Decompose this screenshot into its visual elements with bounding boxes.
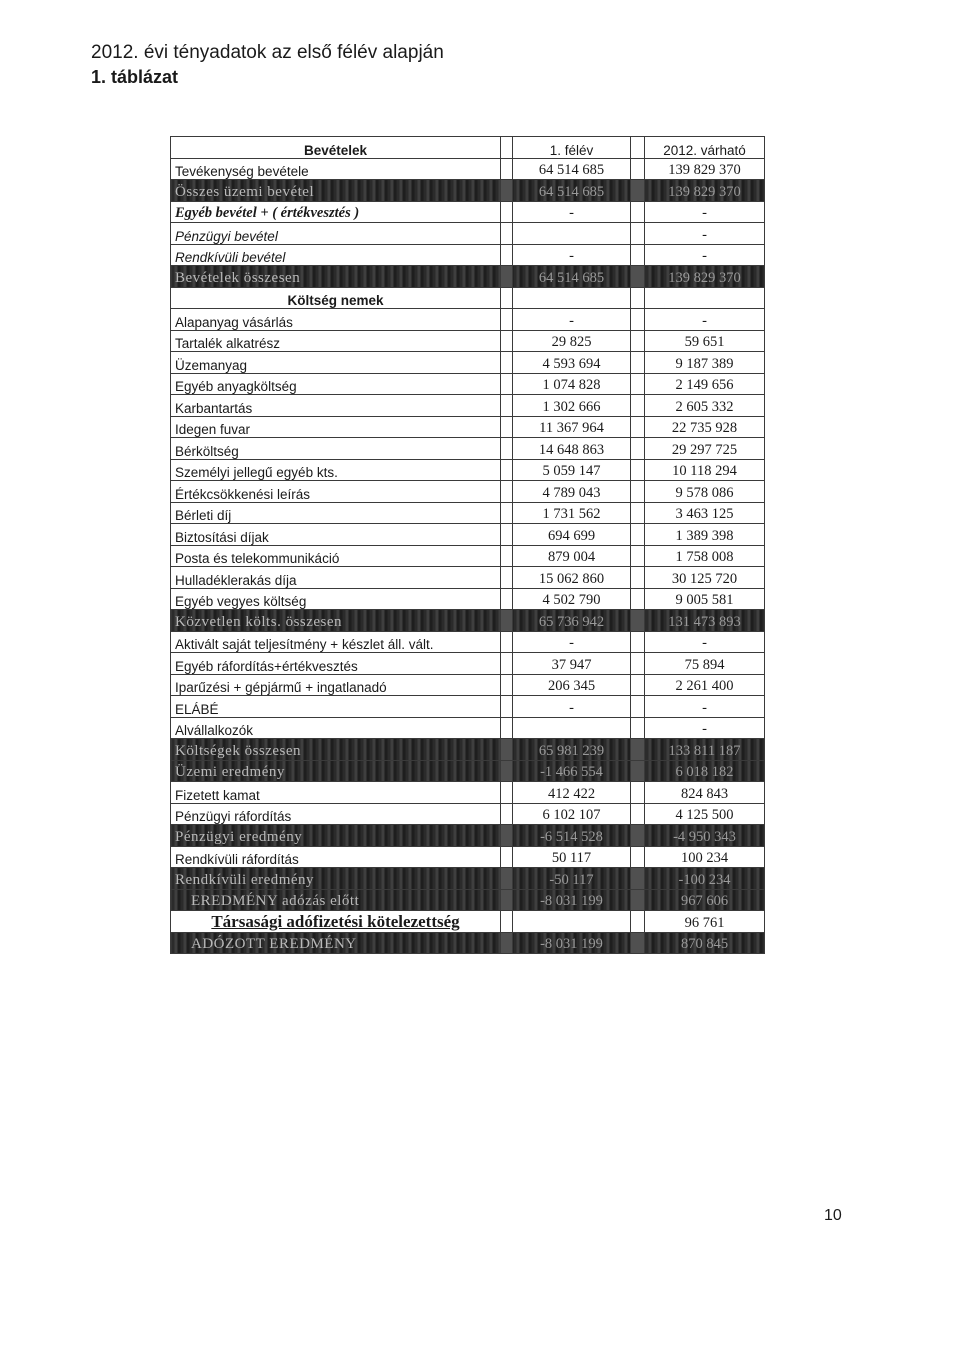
column-spacer: [631, 610, 645, 632]
column-spacer: [501, 158, 513, 180]
expected-2012-value: 2 605 332: [645, 395, 765, 417]
expected-2012-value: 1 758 008: [645, 545, 765, 567]
row-label: Idegen fuvar: [171, 416, 501, 438]
expected-2012-value: 131 473 893: [645, 610, 765, 632]
column-spacer: [631, 309, 645, 331]
column-spacer: [631, 674, 645, 696]
expected-2012-value: -4 950 343: [645, 825, 765, 847]
table-row: [171, 352, 765, 374]
page-number: 10: [824, 1207, 842, 1224]
column-spacer: [501, 352, 513, 374]
expected-2012-value: 133 811 187: [645, 739, 765, 761]
row-label: Egyéb bevétel + ( értékvesztés ): [171, 201, 501, 223]
row-label: Összes üzemi bevétel: [171, 180, 501, 202]
table-row: [171, 287, 765, 309]
row-label: Egyéb ráfordítás+értékvesztés: [171, 653, 501, 675]
column-spacer: [631, 395, 645, 417]
expected-2012-value: 29 297 725: [645, 438, 765, 460]
column-spacer: [631, 803, 645, 825]
expected-2012-value: 10 118 294: [645, 459, 765, 481]
table-row: [171, 309, 765, 331]
column-spacer: [631, 567, 645, 589]
table-row: [171, 932, 765, 954]
column-spacer: [501, 137, 513, 159]
row-label: Tevékenység bevétele: [171, 158, 501, 180]
table-row: [171, 438, 765, 460]
first-half-value: 14 648 863: [513, 438, 631, 460]
expected-2012-value: 9 187 389: [645, 352, 765, 374]
table-row: [171, 868, 765, 890]
column-spacer: [631, 760, 645, 782]
column-spacer: [501, 223, 513, 245]
expected-2012-value: 824 843: [645, 782, 765, 804]
column-spacer: [501, 653, 513, 675]
expected-2012-value: 139 829 370: [645, 266, 765, 288]
column-spacer: [631, 524, 645, 546]
expected-2012-value: 100 234: [645, 846, 765, 868]
first-half-value: [513, 287, 631, 309]
first-half-value: 64 514 685: [513, 266, 631, 288]
first-half-value: 4 789 043: [513, 481, 631, 503]
column-spacer: [501, 739, 513, 761]
row-label: Személyi jellegű egyéb kts.: [171, 459, 501, 481]
first-half-value: -50 117: [513, 868, 631, 890]
row-label: Karbantartás: [171, 395, 501, 417]
row-label: Fizetett kamat: [171, 782, 501, 804]
column-spacer: [501, 803, 513, 825]
first-half-value: 1 074 828: [513, 373, 631, 395]
column-spacer: [631, 158, 645, 180]
first-half-value: [513, 717, 631, 739]
table-row: [171, 502, 765, 524]
first-half-value: 15 062 860: [513, 567, 631, 589]
table-row: [171, 846, 765, 868]
row-label: Társasági adófizetési kötelezettség: [171, 911, 501, 933]
expected-2012-value: 22 735 928: [645, 416, 765, 438]
first-half-value: [513, 911, 631, 933]
column-spacer: [631, 244, 645, 266]
expected-2012-value: 75 894: [645, 653, 765, 675]
first-half-value: 29 825: [513, 330, 631, 352]
expected-2012-value: 2 149 656: [645, 373, 765, 395]
column-spacer: [501, 696, 513, 718]
row-label: Iparűzési + gépjármű + ingatlanadó: [171, 674, 501, 696]
expected-2012-value: -100 234: [645, 868, 765, 890]
first-half-value: 64 514 685: [513, 158, 631, 180]
table-row: [171, 631, 765, 653]
table-caption: 1. táblázat: [91, 67, 179, 87]
column-spacer: [631, 653, 645, 675]
row-label: Költségek összesen: [171, 739, 501, 761]
row-label: Rendkívüli ráfordítás: [171, 846, 501, 868]
row-label: ELÁBÉ: [171, 696, 501, 718]
column-spacer: [631, 330, 645, 352]
column-spacer: [501, 373, 513, 395]
column-spacer: [501, 889, 513, 911]
table-row: [171, 158, 765, 180]
column-spacer: [631, 739, 645, 761]
table-row: [171, 524, 765, 546]
table-row: [171, 266, 765, 288]
row-label: Hulladéklerakás díja: [171, 567, 501, 589]
row-label: Pénzügyi bevétel: [171, 223, 501, 245]
first-half-value: 879 004: [513, 545, 631, 567]
row-label: Közvetlen költs. összesen: [171, 610, 501, 632]
row-label: Rendkívüli eredmény: [171, 868, 501, 890]
first-half-value: 11 367 964: [513, 416, 631, 438]
row-label: Bevételek összesen: [171, 266, 501, 288]
first-half-value: -: [513, 244, 631, 266]
first-half-value: -: [513, 201, 631, 223]
column-spacer: [631, 932, 645, 954]
column-spacer: [501, 459, 513, 481]
first-half-value: 50 117: [513, 846, 631, 868]
column-spacer: [631, 459, 645, 481]
column-spacer: [501, 524, 513, 546]
row-label: Rendkívüli bevétel: [171, 244, 501, 266]
column-spacer: [501, 330, 513, 352]
row-label: Üzemanyag: [171, 352, 501, 374]
table-row: [171, 696, 765, 718]
column-spacer: [501, 911, 513, 933]
first-half-value: 1 731 562: [513, 502, 631, 524]
column-spacer: [631, 631, 645, 653]
column-spacer: [631, 137, 645, 159]
expected-2012-value: 59 651: [645, 330, 765, 352]
expected-2012-value: -: [645, 717, 765, 739]
column-spacer: [631, 481, 645, 503]
document-heading: 2012. évi tényadatok az első félév alapján: [91, 42, 444, 63]
table-row: [171, 825, 765, 847]
column-spacer: [501, 545, 513, 567]
row-label: Biztosítási díjak: [171, 524, 501, 546]
expected-2012-value: 6 018 182: [645, 760, 765, 782]
first-half-value: -1 466 554: [513, 760, 631, 782]
column-spacer: [631, 266, 645, 288]
column-spacer: [501, 674, 513, 696]
header-expected-2012: 2012. várható: [645, 137, 765, 159]
first-half-value: -: [513, 696, 631, 718]
row-label: Aktivált saját teljesítmény + készlet áll. vált.: [171, 631, 501, 653]
table-row: [171, 244, 765, 266]
expected-2012-value: -: [645, 244, 765, 266]
expected-2012-value: 4 125 500: [645, 803, 765, 825]
column-spacer: [631, 373, 645, 395]
expected-2012-value: 139 829 370: [645, 158, 765, 180]
column-spacer: [501, 846, 513, 868]
expected-2012-value: 2 261 400: [645, 674, 765, 696]
column-spacer: [501, 567, 513, 589]
first-half-value: 37 947: [513, 653, 631, 675]
table-row: [171, 782, 765, 804]
row-label: Posta és telekommunikáció: [171, 545, 501, 567]
column-spacer: [501, 825, 513, 847]
table-row: [171, 330, 765, 352]
row-label: Pénzügyi ráfordítás: [171, 803, 501, 825]
column-spacer: [631, 889, 645, 911]
first-half-value: 64 514 685: [513, 180, 631, 202]
row-label: Költség nemek: [171, 287, 501, 309]
column-spacer: [631, 223, 645, 245]
expected-2012-value: -: [645, 631, 765, 653]
table-row: [171, 373, 765, 395]
column-spacer: [631, 438, 645, 460]
table-row: [171, 803, 765, 825]
first-half-value: [513, 223, 631, 245]
first-half-value: -: [513, 309, 631, 331]
column-spacer: [631, 201, 645, 223]
column-spacer: [631, 846, 645, 868]
expected-2012-value: 30 125 720: [645, 567, 765, 589]
expected-2012-value: 1 389 398: [645, 524, 765, 546]
first-half-value: 694 699: [513, 524, 631, 546]
expected-2012-value: 3 463 125: [645, 502, 765, 524]
column-spacer: [631, 545, 645, 567]
expected-2012-value: 96 761: [645, 911, 765, 933]
expected-2012-value: [645, 287, 765, 309]
column-spacer: [631, 782, 645, 804]
expected-2012-value: -: [645, 696, 765, 718]
table-row: [171, 395, 765, 417]
column-spacer: [501, 868, 513, 890]
first-half-value: 65 736 942: [513, 610, 631, 632]
row-label: Bérleti díj: [171, 502, 501, 524]
column-spacer: [501, 502, 513, 524]
column-spacer: [501, 287, 513, 309]
column-spacer: [501, 395, 513, 417]
table-row: [171, 481, 765, 503]
table-row: [171, 223, 765, 245]
column-spacer: [631, 287, 645, 309]
row-label: Alvállalkozók: [171, 717, 501, 739]
table-row: [171, 911, 765, 933]
column-spacer: [631, 696, 645, 718]
header-revenues: Bevételek: [171, 137, 501, 159]
table-row: [171, 201, 765, 223]
column-spacer: [501, 309, 513, 331]
table-row: [171, 889, 765, 911]
first-half-value: -6 514 528: [513, 825, 631, 847]
expected-2012-value: 9 578 086: [645, 481, 765, 503]
column-spacer: [501, 588, 513, 610]
row-label: Pénzügyi eredmény: [171, 825, 501, 847]
row-label: Bérköltség: [171, 438, 501, 460]
expected-2012-value: 967 606: [645, 889, 765, 911]
table-row: [171, 610, 765, 632]
table-row: [171, 588, 765, 610]
expected-2012-value: -: [645, 309, 765, 331]
column-spacer: [631, 717, 645, 739]
column-spacer: [631, 868, 645, 890]
table-row: [171, 567, 765, 589]
table-row: [171, 653, 765, 675]
row-label: Egyéb anyagköltség: [171, 373, 501, 395]
table-row: [171, 717, 765, 739]
column-spacer: [501, 481, 513, 503]
column-spacer: [631, 416, 645, 438]
row-label: Tartalék alkatrész: [171, 330, 501, 352]
column-spacer: [501, 610, 513, 632]
column-spacer: [501, 244, 513, 266]
table-row: [171, 545, 765, 567]
column-spacer: [631, 825, 645, 847]
expected-2012-value: 870 845: [645, 932, 765, 954]
column-spacer: [501, 631, 513, 653]
column-spacer: [501, 782, 513, 804]
row-label: Egyéb vegyes költség: [171, 588, 501, 610]
table-row: [171, 416, 765, 438]
column-spacer: [631, 180, 645, 202]
header-first-half: 1. félév: [513, 137, 631, 159]
first-half-value: -8 031 199: [513, 889, 631, 911]
table-row: [171, 674, 765, 696]
column-spacer: [631, 588, 645, 610]
column-spacer: [631, 352, 645, 374]
first-half-value: -8 031 199: [513, 932, 631, 954]
column-spacer: [631, 911, 645, 933]
row-label: Üzemi eredmény: [171, 760, 501, 782]
first-half-value: 1 302 666: [513, 395, 631, 417]
column-spacer: [501, 201, 513, 223]
expected-2012-value: -: [645, 223, 765, 245]
column-spacer: [631, 502, 645, 524]
first-half-value: 4 593 694: [513, 352, 631, 374]
table-row: [171, 760, 765, 782]
table-header-row: [171, 137, 765, 159]
first-half-value: 206 345: [513, 674, 631, 696]
expected-2012-value: 9 005 581: [645, 588, 765, 610]
first-half-value: -: [513, 631, 631, 653]
column-spacer: [501, 266, 513, 288]
table-row: [171, 459, 765, 481]
column-spacer: [501, 416, 513, 438]
column-spacer: [501, 180, 513, 202]
financial-table: [170, 136, 765, 954]
first-half-value: 65 981 239: [513, 739, 631, 761]
table-row: [171, 180, 765, 202]
first-half-value: 412 422: [513, 782, 631, 804]
first-half-value: 4 502 790: [513, 588, 631, 610]
expected-2012-value: 139 829 370: [645, 180, 765, 202]
first-half-value: 6 102 107: [513, 803, 631, 825]
column-spacer: [501, 438, 513, 460]
column-spacer: [501, 932, 513, 954]
column-spacer: [501, 760, 513, 782]
column-spacer: [501, 717, 513, 739]
first-half-value: 5 059 147: [513, 459, 631, 481]
row-label: Alapanyag vásárlás: [171, 309, 501, 331]
table-row: [171, 739, 765, 761]
row-label: EREDMÉNY adózás előtt: [171, 889, 501, 911]
row-label: ADÓZOTT EREDMÉNY: [171, 932, 501, 954]
expected-2012-value: -: [645, 201, 765, 223]
row-label: Értékcsökkenési leírás: [171, 481, 501, 503]
